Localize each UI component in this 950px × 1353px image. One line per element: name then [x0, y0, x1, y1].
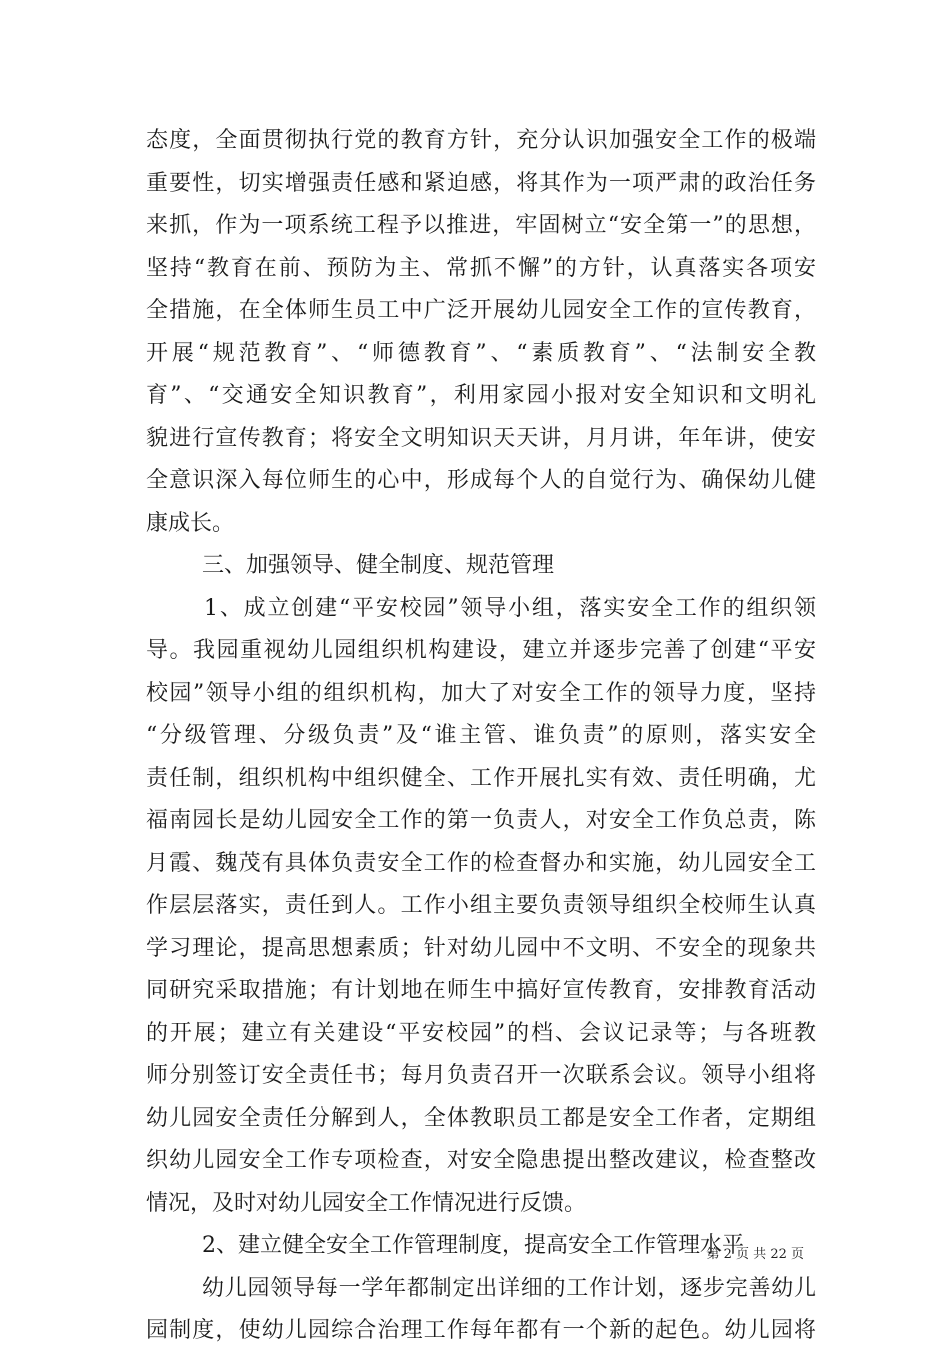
- text-line: “分级管理、分级负责”及“谁主管、谁负责”的原则，落实安全: [146, 723, 816, 748]
- text-line: 全意识深入每位师生的心中，形成每个人的自觉行为、确保幼儿健: [146, 468, 816, 493]
- text-line: 开展“规范教育”、“师德教育”、“素质教育”、“法制安全教: [146, 340, 816, 366]
- page-number-footer: 第 2 页 共 22 页: [706, 1247, 804, 1262]
- text-line: 作层层落实，责任到人。工作小组主要负责领导组织全校师生认真: [146, 893, 816, 918]
- text-line: 育”、“交通安全知识教育”，利用家园小报对安全知识和文明礼: [146, 383, 816, 408]
- text-line: 校园”领导小组的组织机构，加大了对安全工作的领导力度，坚持: [146, 680, 816, 706]
- text-line: 责任制，组织机构中组织健全、工作开展扎实有效、责任明确，尤: [146, 765, 816, 791]
- text-line: 织幼儿园安全工作专项检查，对安全隐患提出整改建议，检查整改: [146, 1148, 816, 1173]
- document-body: [146, 120, 816, 1353]
- text-line: 坚持“教育在前、预防为主、常抓不懈”的方针，认真落实各项安: [146, 255, 816, 281]
- subsection-heading: 2、建立健全安全工作管理制度，提高安全工作管理水平: [202, 1233, 744, 1258]
- text-line: 重要性，切实增强责任感和紧迫感，将其作为一项严肃的政治任务: [146, 170, 816, 196]
- text-line: 貌进行宣传教育；将安全文明知识天天讲，月月讲，年年讲，使安: [146, 425, 816, 451]
- text-line: 全措施，在全体师生员工中广泛开展幼儿园安全工作的宣传教育，: [146, 298, 816, 323]
- text-line: 幼儿园领导每一学年都制定出详细的工作计划，逐步完善幼儿: [202, 1275, 816, 1301]
- text-line: 福南园长是幼儿园安全工作的第一负责人，对安全工作负总责，陈: [146, 808, 816, 833]
- text-line: 园制度，使幼儿园综合治理工作每年都有一个新的起色。幼儿园将: [146, 1318, 816, 1343]
- text-line: 导。我园重视幼儿园组织机构建设，建立并逐步完善了创建“平安: [146, 638, 816, 663]
- text-line: 的开展；建立有关建设“平安校园”的档、会议记录等；与各班教: [146, 1020, 816, 1046]
- text-line: 来抓，作为一项系统工程予以推进，牢固树立“安全第一”的思想，: [146, 213, 816, 238]
- subsection-heading: 1、成立创建“平安校园”领导小组，落实安全工作的组织领: [204, 595, 816, 621]
- text-line: 康成长。: [146, 510, 235, 536]
- section-heading: 三、加强领导、健全制度、规范管理: [202, 553, 555, 578]
- text-line: 情况，及时对幼儿园安全工作情况进行反馈。: [146, 1190, 587, 1216]
- text-line: 态度，全面贯彻执行党的教育方针，充分认识加强安全工作的极端: [146, 128, 816, 153]
- text-line: 月霞、魏茂有具体负责安全工作的检查督办和实施，幼儿园安全工: [146, 850, 816, 876]
- text-line: 师分别签订安全责任书；每月负责召开一次联系会议。领导小组将: [146, 1063, 816, 1088]
- text-line: 幼儿园安全责任分解到人，全体教职员工都是安全工作者，定期组: [146, 1105, 816, 1131]
- text-line: 学习理论，提高思想素质；针对幼儿园中不文明、不安全的现象共: [146, 935, 816, 961]
- text-line: 同研究采取措施；有计划地在师生中搞好宣传教育，安排教育活动: [146, 978, 816, 1003]
